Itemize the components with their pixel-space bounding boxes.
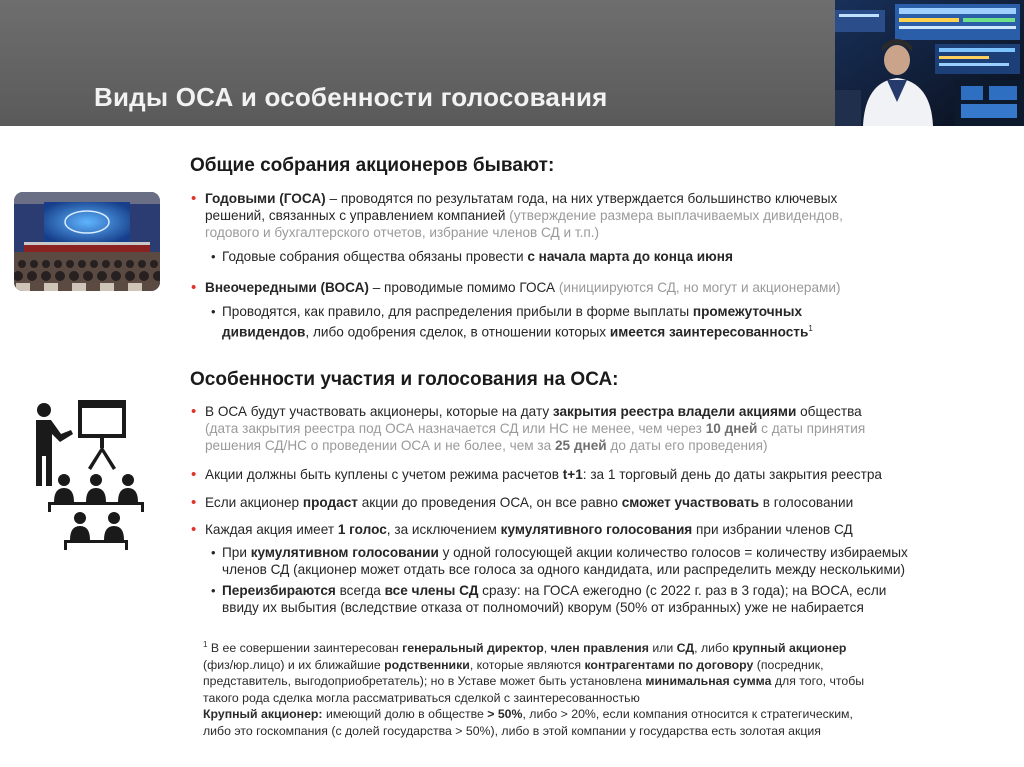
list-item-cumulative: • При кумулятивном голосовании у одной голосующей акции количество голосов = количеству избираемых членов СД (акционер может отдать все голоса за одного кандидата, или распределить между несколькими) xyxy=(222,544,992,578)
list-item-annual: • Годовыми (ГОСА) – проводятся по результатам года, на них утверждается большинство ключевых решений, связанных с управлением компанией (утверждение размера выплачиваемых дивидендов, годового и бухгалтерского отчетов, избрание членов СД и т.п.) xyxy=(205,190,995,241)
assembly-hall-photo xyxy=(14,192,160,291)
list-item-settlement: • Акции должны быть куплены с учетом режима расчетов t+1: за 1 торговый день до даты закрытия реестра xyxy=(205,466,995,483)
footnote: $^1$ В ее совершении заинтересован генеральный директор, член правления или СД, либо крупный акционер (физ/юр.лицо) и их ближайшие родственники, которые являются контрагентами по договору (посредник, представитель, выгодоприобретатель); но в Уставе может быть установлена минимальная сумма для того, чтобы такого рода сделка могла рассматриваться сделкой с заинтересованностью Крупный акционер: имеющий долю в обществе > 50%, либо > 20%, если компания относится к стратегическим, либо это госкомпания (с долей государства > 50%), либо в этой компании у государства есть золотая акция xyxy=(203,640,865,738)
section1-heading: Общие собрания акционеров бывают: xyxy=(190,155,555,176)
list-item-annual-deadline: • Годовые собрания общества обязаны провести с начала марта до конца июня xyxy=(222,248,992,265)
page-title: Виды ОСА и особенности голосования xyxy=(94,82,608,112)
presentation-audience-icon xyxy=(30,398,155,550)
trading-floor-photo xyxy=(835,0,1024,126)
list-item-one-vote: • Каждая акция имеет 1 голос, за исключением кумулятивного голосования при избрании членов СД xyxy=(205,521,995,538)
list-item-extraordinary: • Внеочередными (ВОСА) – проводимые помимо ГОСА (инициируются СД, но могут и акционерами) xyxy=(205,279,995,296)
list-item-record-date: • В ОСА будут участвовать акционеры, которые на дату закрытия реестра владели акциями общества (дата закрытия реестра под ОСА назначается СД или НС не менее, чем через 10 дней с даты принятия решения СД/НС о проведении ОСА и не более, чем за 25 дней до даты его проведения) xyxy=(205,403,995,454)
list-item-extraordinary-purpose: • Проводятся, как правило, для распределения прибыли в форме выплаты промежуточных дивидендов, либо одобрения сделок, в отношении которых имеется заинтересованность$^1$ xyxy=(222,303,992,341)
list-item-reelection: • Переизбираются всегда все члены СД сразу: на ГОСА ежегодно (с 2022 г. раз в 3 года); на ВОСА, если ввиду их выбытия (вследствие отказа от полномочий) кворум (50% от избранных) уже не набирается xyxy=(222,582,992,616)
list-item-sold-shares: • Если акционер продаст акции до проведения ОСА, он все равно сможет участвовать в голосовании xyxy=(205,494,995,511)
section2-heading: Особенности участия и голосования на ОСА: xyxy=(190,369,619,390)
